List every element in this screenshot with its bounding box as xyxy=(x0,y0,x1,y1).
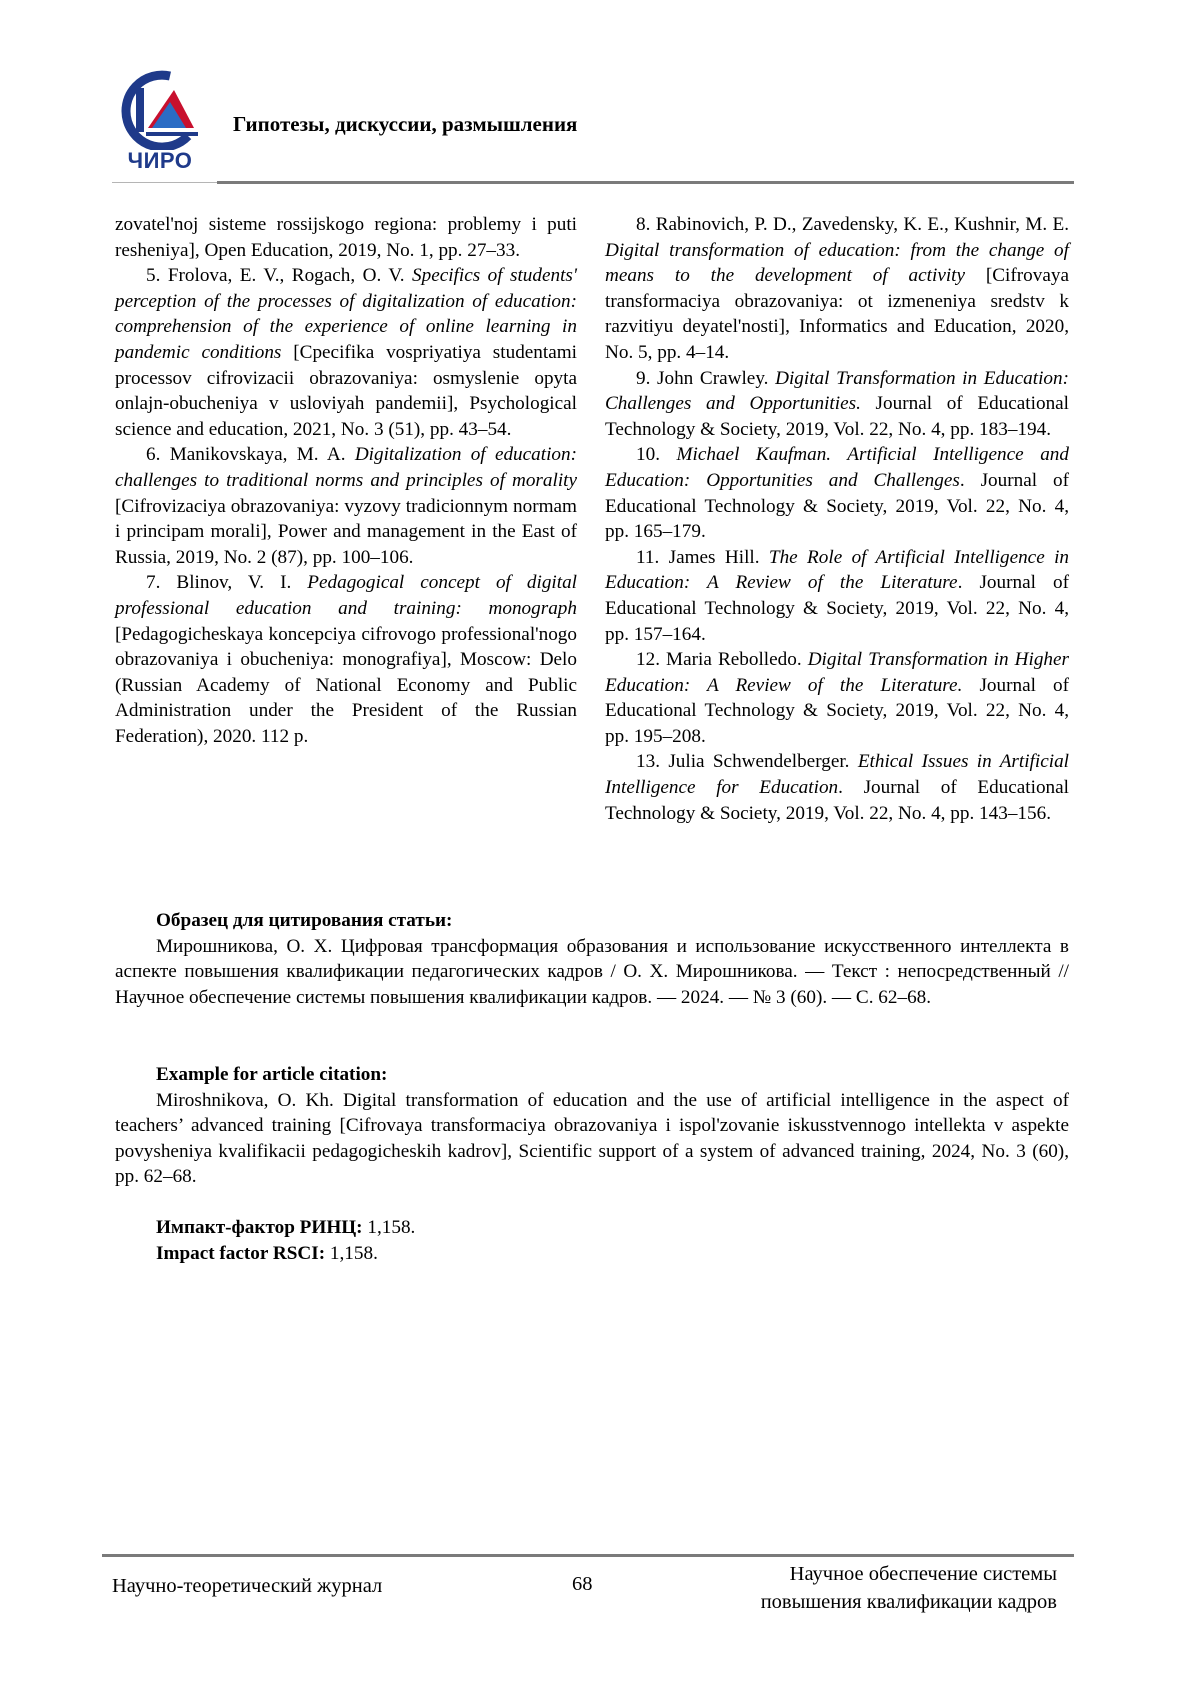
reference-11 xyxy=(605,545,1069,647)
reference-authors: 8. Rabinovich, P. D., Zavedensky, K. E., Kush­nir, M. E. xyxy=(636,214,1069,235)
reference-title: Michael Kaufman. Artificial Intelligence and Education: Opportunities and Challenges xyxy=(605,444,1069,491)
impact-rinc-value: 1,158. xyxy=(363,1217,416,1238)
reference-4-continued: zovatel'noj sisteme rossijskogo regiona: problemy i puti resheniya], Open Education, 2019, No. 1, pp. 27–33. xyxy=(115,212,577,263)
reference-authors: 7. Blinov, V. I. xyxy=(146,572,307,593)
references-right-column xyxy=(605,212,1069,826)
impact-rsci-label: Impact factor RSCI: xyxy=(156,1243,325,1264)
reference-13 xyxy=(605,749,1069,826)
impact-rsci-value: 1,158. xyxy=(325,1243,378,1264)
header-rule-left xyxy=(112,182,217,183)
reference-title: Digital transformation of education: from the change of means to the development of activity xyxy=(605,240,1069,287)
reference-authors: 6. Manikovskaya, M. A. xyxy=(146,444,355,465)
reference-source: . Journal of Educational Technology & Society, 2019, Vol. 22, No. 4, pp. 165–179. xyxy=(605,470,1069,542)
footer-rule xyxy=(102,1554,1074,1557)
reference-title: Digitalization of edu­cation: challenges to traditional norms and princi­ples of morality xyxy=(115,444,577,491)
chiro-emblem-icon xyxy=(112,70,208,150)
reference-source: . Journal of Edu­cational Technology & Society, 2019, Vol. 22, No. 4, pp. 143–156. xyxy=(605,777,1069,824)
reference-authors: 9. John Crawley. xyxy=(636,368,775,389)
journal-logo xyxy=(112,70,208,174)
reference-6 xyxy=(115,442,577,570)
section-title: Гипотезы, дискуссии, размышления xyxy=(233,112,577,137)
footer-journal-name-line1: Научное обеспечение системы xyxy=(761,1560,1057,1588)
footer-journal-name xyxy=(761,1560,1057,1616)
reference-authors: 10. xyxy=(636,444,677,465)
reference-7 xyxy=(115,570,577,749)
reference-source: Journal of Educational Technology & Society, 2019, Vol. 22, No. 4, pp. 183–194. xyxy=(605,393,1069,440)
reference-5 xyxy=(115,263,577,442)
citation-ru-heading: Образец для цитирования статьи: xyxy=(115,908,1069,934)
footer-journal-type: Научно-теоретический журнал xyxy=(112,1575,382,1598)
footer-journal-name-line2: повышения квалификации кадров xyxy=(761,1588,1057,1616)
logo-text: ЧИРО xyxy=(112,148,208,174)
reference-title: Ethical Issues in Ar­tificial Intelligence for Education xyxy=(605,751,1069,798)
reference-title: Specifics of students' perception of the processes of digitali­zation of education: comprehension of the expe­rience of online learning in pandemic conditions xyxy=(115,265,577,363)
reference-9 xyxy=(605,366,1069,443)
impact-rinc-label: Импакт-фактор РИНЦ: xyxy=(156,1217,363,1238)
reference-8 xyxy=(605,212,1069,366)
citation-ru-block xyxy=(115,908,1069,1010)
reference-title: The Role of Artificial Intelli­gence in Education: A Review of the Literature xyxy=(605,547,1069,594)
impact-rsci xyxy=(156,1241,415,1267)
reference-12 xyxy=(605,647,1069,749)
reference-source: Journal of Educational Technology & Society, 2019, Vol. 22, No. 4, pp. 195–208. xyxy=(605,675,1069,747)
reference-source: [Cifrovizaciya obrazovaniya: vyzovy tradicionnym normam i principam morali], Power and management in the East of Russia, 2019, No. 2 (87), pp. 100–106. xyxy=(115,496,577,568)
references-left-column xyxy=(115,212,577,749)
reference-title: Digital Transformation in Higher Education: A Review of the Literature. xyxy=(605,649,1069,696)
reference-source: [Pedagogicheskaya koncepciya cifrovogo professional'nogo obrazovaniya i obucheniya: monografiya], Moscow: Delo (Russian Academy of National Economy and Public Administration under the President of the Russian Federation), 2020. 112 p. xyxy=(115,624,577,747)
reference-authors: 12. Maria Rebolledo. xyxy=(636,649,808,670)
citation-en-heading: Example for article citation: xyxy=(115,1062,1069,1088)
reference-10 xyxy=(605,442,1069,544)
reference-authors: 13. Julia Schwendelberger. xyxy=(636,751,858,772)
reference-authors: 11. James Hill. xyxy=(636,547,769,568)
reference-source: [Cpecifika vospriyatiya studentami processov cifrovizacii obrazovaniya: osmyslenie opyta onlajn-obucheniya v usloviyah pandemii], Psy­chological science and education, 2021, No. 3 (51), pp. 43–54. xyxy=(115,342,577,440)
reference-title: Pedagogical concept of digi­tal professional education and training: mono­graph xyxy=(115,572,577,619)
impact-rinc xyxy=(156,1215,415,1241)
impact-factors xyxy=(156,1215,415,1266)
citation-en-block xyxy=(115,1062,1069,1190)
citation-ru-text: Мирошникова, О. Х. Цифровая трансформация образования и использование искусственного интеллекта в аспекте повышения квалификации педагогических кадров / О. Х. Мирошникова. — Текст : непосредственный // Научное обеспечение системы повышения квалификации кадров. — 2024. — № 3 (60). — С. 62–68. xyxy=(115,934,1069,1011)
reference-source: . Journal of Educational Technology & Society, 2019, Vol. 22, No. 4, pp. 157–164. xyxy=(605,572,1069,644)
header-rule xyxy=(217,181,1074,184)
reference-title: Digital Transformation in Ed­ucation: Challenges and Opportunities. xyxy=(605,368,1069,415)
reference-authors: 5. Frolova, E. V., Rogach, O. V. xyxy=(146,265,412,286)
citation-en-text: Miroshnikova, O. Kh. Digital transformation of education and the use of artificial intelligence in the aspect of teachers’ advanced training [Cifrovaya transformaciya obrazovaniya i ispol'zovanie iskusstven­nogo intellekta v aspekte povysheniya kvalifikacii pedagogicheskih kadrov], Scientific support of a system of advanced training, 2024, No. 3 (60), pp. 62–68. xyxy=(115,1088,1069,1190)
reference-source: [Cifrovaya transformaciya obrazovaniya: ot izmeneniya sredstv k razvitiyu deyatel'nosti], Informatics and Education, 2020, No. 5, pp. 4–14. xyxy=(605,265,1069,363)
page-number: 68 xyxy=(572,1573,593,1596)
